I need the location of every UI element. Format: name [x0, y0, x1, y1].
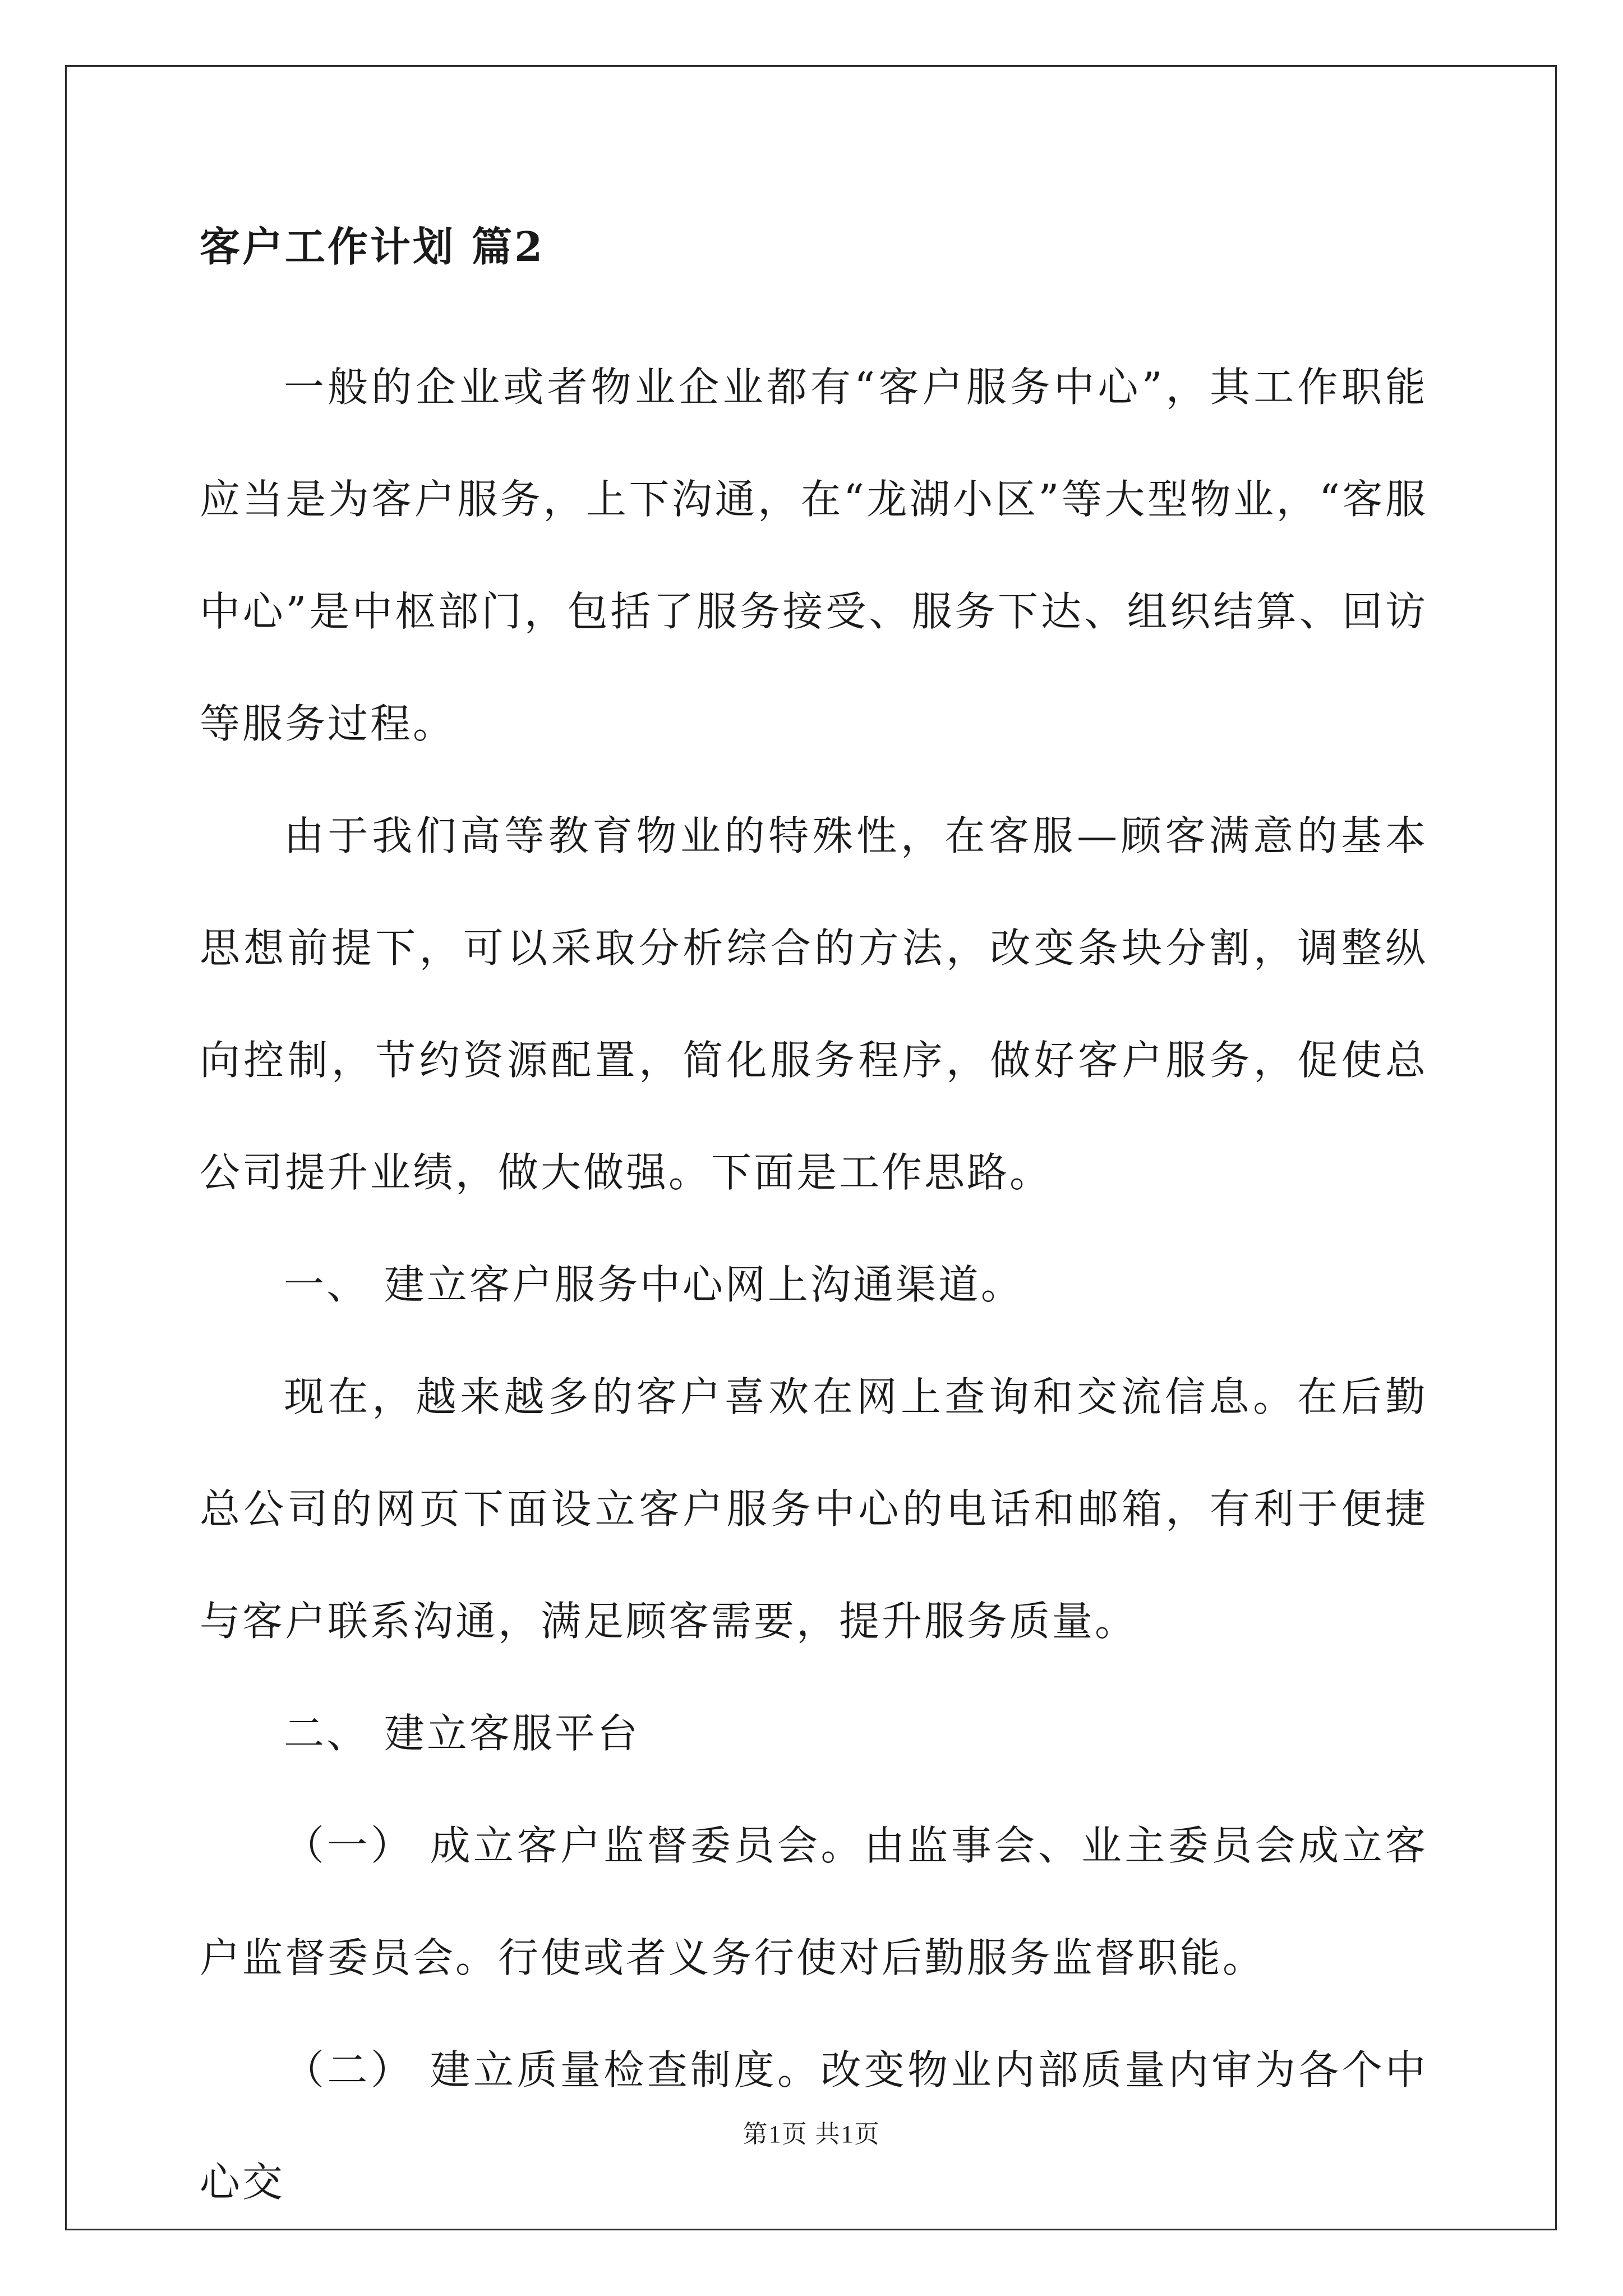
- paragraph: （一） 成立客户监督委员会。由监事会、业主委员会成立客户监督委员会。行使或者义务行使对后勤服务监督职能。: [200, 1822, 1428, 1981]
- paragraph: 由于我们高等教育物业的特殊性，在客服—顾客满意的基本思想前提下，可以采取分析综合的方法，改变条块分割，调整纵向控制，节约资源配置，简化服务程序，做好客户服务，促使总公司提升业绩，做大做强。下面是工作思路。: [200, 812, 1428, 1196]
- document-title: 客户工作计划 篇2: [200, 223, 545, 270]
- page-number-footer: 第1页 共1页: [743, 2120, 880, 2148]
- paragraph: 现在，越来越多的客户喜欢在网上查询和交流信息。在后勤总公司的网页下面设立客户服务中心的电话和邮箱，有利于便捷与客户联系沟通，满足顾客需要，提升服务质量。: [200, 1373, 1428, 1645]
- paragraph: （二） 建立质量检查制度。改变物业内部质量内审为各个中心交: [200, 2046, 1428, 2206]
- document-body: [200, 219, 1428, 2238]
- paragraph: 一般的企业或者物业企业都有“客户服务中心”，其工作职能应当是为客户服务，上下沟通，在“龙湖小区”等大型物业，“客服中心”是中枢部门，包括了服务接受、服务下达、组织结算、回访等服务过程。: [200, 364, 1428, 747]
- section-heading: 一、 建立客户服务中心网上沟通渠道。: [284, 1261, 1023, 1308]
- section-heading: 二、 建立客服平台: [284, 1710, 640, 1757]
